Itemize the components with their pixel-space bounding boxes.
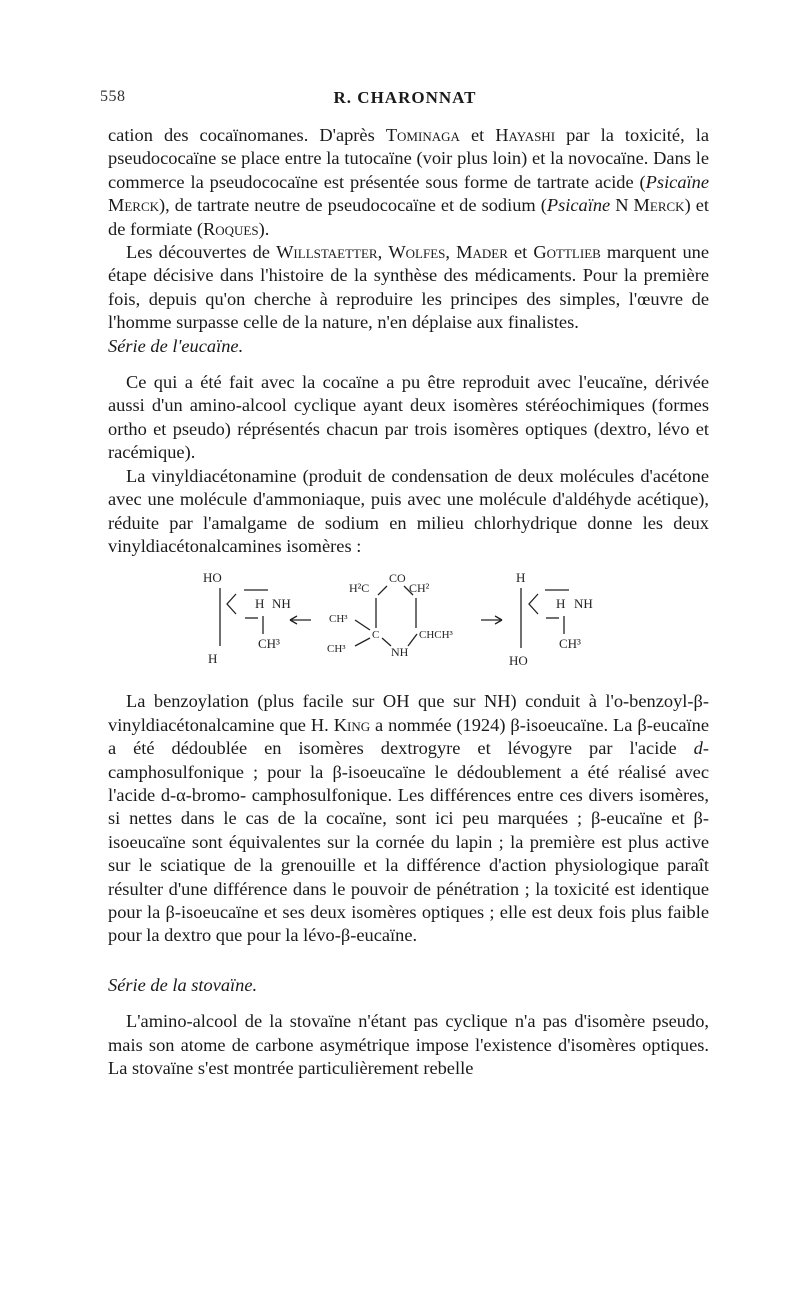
paragraph-4: La vinyldiacétonamine (produit de condensation de deux molécules d'acétone avec une molécule d'ammoniaque, puis avec une molécule d'aldéhyde acétique), réduite par l'amalgame de sodium en milieu chlorhydrique donne les deux vinyldiacétonalcamines isomères : bbox=[108, 465, 709, 556]
paragraph-3: Ce qui a été fait avec la cocaïne a pu être reproduit avec l'eucaïne, dérivée aussi d'un amino-alcool cyclique ayant deux isomères stéréochimiques (formes ortho et pseudo) réprésentés chacun par trois isomères optiques (dextro, lévo et racémique). bbox=[108, 372, 709, 463]
left-arrow bbox=[290, 616, 311, 624]
paragraph-2: Les découvertes de Willstaetter, Wolfes, Mader et Gottlieb marquent une étape décisive dans l'histoire de la synthèse des médicaments. Pour la première fois, depuis qu'on cherche à reproduire les principes des simples, l'œuvre de l'homme surpasse celle de la nature, n'en déplaise aux finalistes. bbox=[108, 242, 710, 333]
left-isomer bbox=[203, 570, 291, 666]
paragraph-6: L'amino-alcool de la stovaïne n'étant pas cyclique n'a pas d'isomère pseudo, mais son atome de carbone asymétrique impose l'existence d'isomères optiques. La stovaïne s'est montrée particulièrement rebelle bbox=[108, 1011, 709, 1078]
chemical-structure-diagram bbox=[108, 568, 709, 680]
left-ch3-label: CH³ bbox=[258, 636, 280, 652]
center-molecule bbox=[327, 571, 454, 659]
center-ch3-lower-label: CH³ bbox=[327, 643, 346, 656]
center-ch3-upper-label: CH³ bbox=[329, 613, 348, 626]
right-ho-label: HO bbox=[509, 653, 528, 669]
paragraph-5: La benzoylation (plus facile sur OH que sur NH) conduit à l'o-benzoyl-β-vinyldiacétonalcamine que H. King a nommée (1924) β-isoeucaïne. La β-eucaïne a été dédoublée en isomères dextrogyre et lévogyre par l'acide d-camphosulfonique ; pour la β-isoeucaïne le dédoublement a été réalisé avec l'acide d-α-bromo- camphosulfonique. Les différences entre ces divers isomères, si nettes dans le cas de la cocaïne, sont ici peu marquées ; β-eucaïne et β-isoeucaïne sont équivalentes sur la cornée du lapin ; la première est plus active sur le sciatique de la grenouille et la différence d'action physiologique paraît résulter d'une différence dans le pouvoir de pénétration ; la toxicité est identique pour la β-isoeucaïne et ses deux isomères optiques ; elle est deux fois plus faible pour la dextro que pour la lévo-β-eucaïne. bbox=[108, 691, 709, 946]
left-ring-h-label: H bbox=[255, 596, 265, 612]
section-title-eucaine: Série de l'eucaïne. bbox=[108, 335, 244, 356]
left-nh-label: NH bbox=[272, 596, 291, 612]
left-h-label: H bbox=[208, 651, 218, 667]
center-c-label: C bbox=[372, 629, 380, 642]
right-nh-label: NH bbox=[574, 596, 593, 612]
section-title-stovaine: Série de la stovaïne. bbox=[108, 974, 258, 995]
paragraph-1: cation des cocaïnomanes. D'après Tominaga et Hayashi par la toxicité, la pseudococaïne se place entre la tutocaïne (voir plus loin) et la novocaïne. Dans le commerce la pseudococaïne est présentée sous forme de tartrate acide (Psicaïne Merck), de tartrate neutre de pseudococaïne et de sodium (Psicaïne N Merck) et de formiate (Roques). bbox=[108, 125, 709, 239]
right-ch3-label: CH³ bbox=[559, 636, 581, 652]
running-head: R. CHARONNAT bbox=[333, 88, 477, 107]
right-arrow bbox=[481, 616, 502, 624]
center-h2c-label: H²C bbox=[349, 581, 370, 596]
center-chch3-label: CHCH³ bbox=[419, 629, 453, 642]
right-ring-h-label: H bbox=[556, 596, 566, 612]
page-number: 558 bbox=[100, 88, 126, 105]
center-ch2-label: CH² bbox=[409, 581, 430, 596]
center-co-label: CO bbox=[389, 571, 406, 586]
right-isomer bbox=[509, 570, 593, 668]
right-h-label: H bbox=[516, 570, 526, 586]
page-header bbox=[100, 88, 710, 114]
center-nh-label: NH bbox=[391, 645, 409, 660]
left-ho-label: HO bbox=[203, 570, 222, 586]
page-body bbox=[108, 124, 709, 1080]
